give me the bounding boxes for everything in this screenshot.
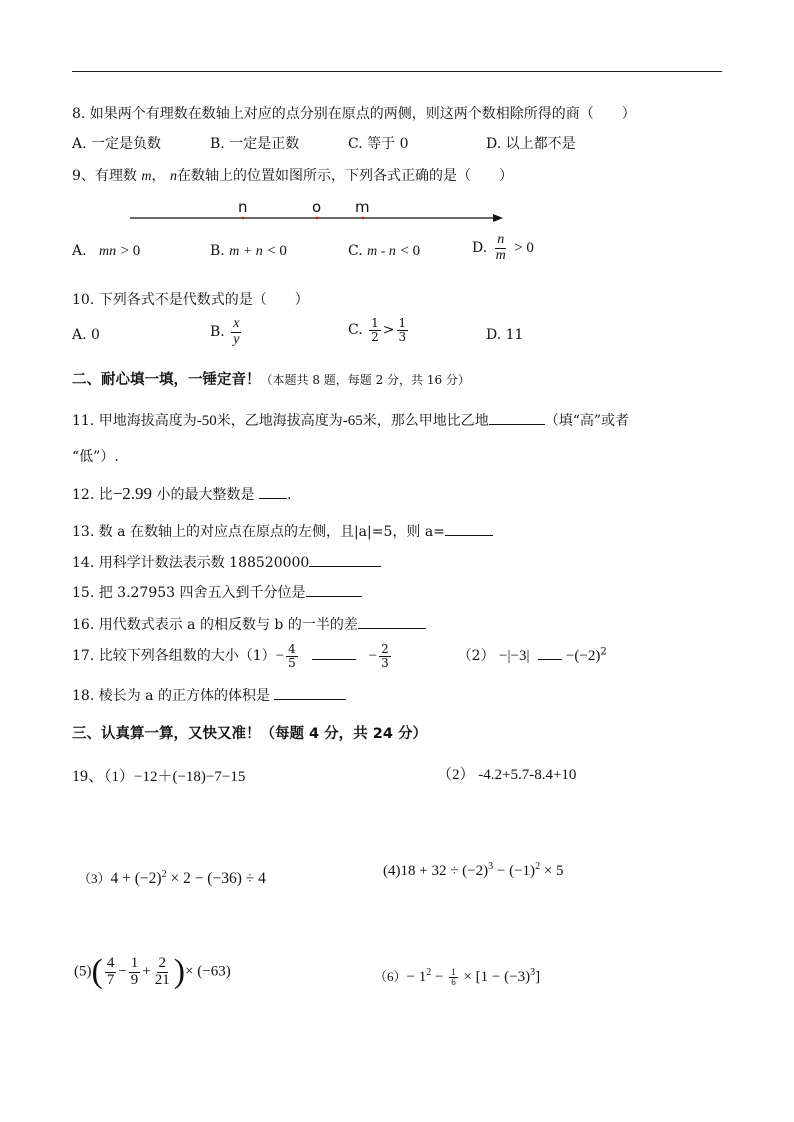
- q8-option-b: B. 一定是正数: [210, 136, 300, 152]
- q17-f2-sign: −: [368, 648, 378, 665]
- q17-answer-blank-1[interactable]: [312, 645, 356, 660]
- q10-opt-c-frac2: [397, 317, 409, 343]
- q9-opt-a-rel: > 0: [120, 243, 141, 259]
- q19-p5-frac3: [153, 956, 172, 989]
- section2-note: （本题共 8 题，每题 2 分，共 16 分）: [260, 373, 470, 387]
- q19-part2: （2） -4.2+5.7-8.4+10: [437, 767, 577, 783]
- q19-p5-d1: 7: [106, 971, 115, 988]
- section3-note: （每题 4 分，共 24 分）: [260, 726, 427, 742]
- q19-p5-op1: −: [118, 963, 127, 980]
- q19-p4-exp2: 2: [535, 861, 541, 872]
- q10-option-a: A. 0: [72, 327, 100, 343]
- q15-text: 15. 把 3.27953 四舍五入到千分位是: [72, 585, 306, 601]
- q16: [72, 614, 426, 634]
- q9-stem: [72, 165, 513, 185]
- q10-opt-c-den1: 2: [371, 329, 379, 344]
- q9-opt-c-label: C.: [348, 243, 363, 259]
- q19-p5-n2: 1: [130, 954, 139, 971]
- q10-opt-b-num: x: [233, 316, 240, 331]
- q9-stem-suffix: 在数轴上的位置如图所示，下列各式正确的是（ ）: [176, 168, 513, 184]
- q17-fraction-2: [379, 643, 391, 669]
- q11-line1: [72, 410, 629, 430]
- q17-f2-num: 2: [381, 642, 389, 656]
- q9-opt-d-num: n: [497, 232, 505, 247]
- q17-f1-num: 4: [288, 642, 296, 656]
- q17-text: 17. 比较下列各组数的大小（1）: [72, 648, 276, 665]
- q10-opt-c-num1: 1: [371, 316, 379, 330]
- point-n: [242, 217, 245, 220]
- q13-text: 13. 数 a 在数轴上的对应点在原点的左侧，且|a|=5，则 a=: [72, 524, 445, 540]
- header-rule: [72, 71, 722, 72]
- q10-opt-b-den: y: [233, 331, 240, 347]
- section2-title: 二、耐心填一填，一锤定音！: [72, 372, 261, 388]
- q19-p5-lparen: (: [91, 953, 103, 990]
- q12-text-b: 小的最大整数是: [156, 487, 255, 503]
- q19-part4: [383, 861, 564, 880]
- q9-sep: ，: [151, 168, 166, 184]
- q10-opt-c-num2: 1: [398, 316, 407, 330]
- q17-f2-den: 3: [381, 655, 389, 670]
- q16-answer-blank[interactable]: [358, 614, 426, 629]
- q19-p5-n1: 4: [106, 954, 115, 971]
- q19-p5-op2: +: [142, 963, 151, 980]
- q19-p6-exp2: 3: [530, 967, 536, 978]
- axis-label-o: o: [312, 198, 322, 216]
- q19-p6-frac: [449, 968, 458, 988]
- q19-p6-b: −: [431, 969, 448, 985]
- q19-p6-exp1: 2: [426, 967, 432, 978]
- q10-option-c: [348, 317, 410, 343]
- point-m: [362, 217, 365, 220]
- q10-opt-b-fraction: [231, 317, 241, 347]
- q19-p3-b: × 2 − (−36) ÷ 4: [166, 870, 266, 887]
- q19-p5-frac1: [105, 956, 117, 989]
- q17-exp2: 2: [600, 646, 607, 658]
- q19-p4-b: − (−1): [493, 863, 536, 879]
- q19-p5-rparen: ): [173, 953, 186, 990]
- q17-fraction-1: [286, 643, 298, 669]
- q17-expr2b: −(−2): [565, 648, 601, 665]
- q13-answer-blank[interactable]: [445, 521, 493, 536]
- q10-opt-c-rel: >: [382, 322, 395, 339]
- axis-arrow-icon: [493, 214, 503, 222]
- q19-p5-n3: 2: [158, 954, 167, 971]
- q11-text-d: （填“高”或者: [544, 413, 630, 429]
- q19-part6: [374, 966, 540, 988]
- q15-answer-blank[interactable]: [306, 582, 362, 597]
- q14-text: 14. 用科学计数法表示数 188520000: [72, 555, 310, 571]
- q16-text: 16. 用代数式表示 a 的相反数与 b 的一半的差: [72, 617, 358, 633]
- q9-opt-c-expr: m - n: [367, 244, 396, 259]
- q10-opt-c-den2: 3: [398, 329, 407, 344]
- q11-text-c: 米，那么甲地比乙地: [362, 413, 489, 429]
- q11-text-a: 11. 甲地海拔高度为: [72, 413, 197, 429]
- q19-p6-num: 1: [451, 966, 456, 977]
- q10-stem: 10. 下列各式不是代数式的是（ ）: [72, 292, 309, 308]
- q19-p5-d2: 9: [130, 971, 139, 988]
- q19-p4-exp1: 3: [488, 861, 494, 872]
- q17: [72, 643, 607, 669]
- q19-p1: （1）−12＋(−18)−7−15: [104, 769, 246, 785]
- q17-expr2a: −|−3|: [499, 648, 530, 665]
- q9-opt-a-expr: mn: [99, 244, 117, 259]
- q11-text-b: 米，乙地海拔高度为: [216, 413, 343, 429]
- q19-p3-label: （3）: [78, 871, 111, 886]
- q9-option-b: [210, 243, 287, 260]
- q19-label: 19、: [72, 768, 105, 785]
- q17-answer-blank-2[interactable]: [538, 645, 562, 660]
- q11-val2: -65: [342, 413, 363, 429]
- point-o: [316, 217, 319, 220]
- section3-title: 三、认真算一算，又快又准！: [72, 726, 261, 742]
- q9-opt-a-label: A.: [72, 243, 87, 259]
- q18: [72, 685, 346, 705]
- q19-p5-d3: 21: [154, 971, 170, 988]
- q9-var-m: m: [141, 169, 152, 184]
- q9-opt-d-label: D.: [472, 240, 488, 257]
- q9-opt-b-expr: m + n: [229, 244, 263, 259]
- q19-p6-a: − 1: [406, 969, 427, 985]
- q19-part3: [78, 868, 266, 888]
- q19-part5: [74, 955, 231, 989]
- q9-option-d: [472, 233, 534, 263]
- axis-label-n: n: [238, 198, 248, 216]
- q9-opt-b-label: B.: [210, 243, 225, 259]
- q19-p6-d: ]: [535, 969, 541, 985]
- q12-val: −2.99: [112, 484, 153, 503]
- q8-option-a: A. 一定是负数: [72, 136, 162, 152]
- q9-opt-b-rel: < 0: [267, 243, 287, 259]
- q15: [72, 582, 362, 602]
- q19-part1: [72, 763, 245, 786]
- axis-label-m: m: [355, 198, 370, 216]
- q19-p5-label: (5): [74, 963, 92, 980]
- q18-answer-blank[interactable]: [274, 685, 346, 700]
- q14: [72, 552, 381, 572]
- q12-answer-blank[interactable]: [259, 484, 287, 499]
- q10-opt-c-label: C.: [348, 322, 363, 339]
- q17-f1-den: 5: [288, 655, 296, 670]
- q13: [72, 521, 493, 541]
- q8-stem: 8. 如果两个有理数在数轴上对应的点分别在原点的两侧，则这两个数相除所得的商（ ）: [72, 106, 636, 122]
- q11-val1: -50: [196, 413, 217, 429]
- q10-opt-b-label: B.: [210, 324, 225, 341]
- q10-opt-c-frac1: [369, 317, 381, 343]
- q12: [72, 484, 291, 504]
- q10-option-d: D. 11: [486, 327, 524, 343]
- section3-heading: [72, 722, 427, 743]
- q17-f1-sign: −: [275, 648, 285, 665]
- q9-stem-prefix: 9、有理数: [72, 168, 137, 184]
- q19-p3-a: 4 + (−2): [110, 870, 162, 887]
- q9-opt-d-den: m: [495, 247, 506, 263]
- q12-text-c: .: [286, 487, 292, 503]
- q19-p5-tail: × (−63): [185, 963, 231, 980]
- q8-option-d: D. 以上都不是: [486, 136, 576, 152]
- q9-var-n: n: [169, 169, 177, 184]
- q19-p6-den: 6: [451, 977, 456, 988]
- q9-opt-d-fraction: [494, 233, 508, 263]
- q19-p5-frac2: [129, 956, 141, 989]
- q8-option-c: C. 等于 0: [348, 136, 409, 152]
- q19-p6-c: × [1 − (−3): [459, 969, 531, 985]
- q9-opt-d-rel: > 0: [514, 240, 534, 257]
- q19-p6-label: （6）: [374, 969, 407, 984]
- section2-heading: [72, 368, 470, 389]
- q11-line2: “低”）.: [72, 449, 119, 465]
- q19-p3-exp: 2: [161, 868, 167, 880]
- q10-option-b: [210, 317, 243, 347]
- q11-answer-blank[interactable]: [489, 410, 545, 425]
- q19-p4-a: (4)18 + 32 ÷ (−2): [383, 863, 489, 879]
- q19-p4-c: × 5: [540, 863, 564, 879]
- q9-option-c: [348, 243, 420, 260]
- q18-text: 18. 棱长为 a 的正方体的体积是: [72, 688, 270, 704]
- q14-answer-blank[interactable]: [309, 552, 381, 567]
- q17-part2-label: （2）: [457, 648, 495, 665]
- q9-option-a: [72, 243, 140, 260]
- q9-opt-c-rel: < 0: [400, 243, 421, 259]
- q12-text-a: 12. 比: [72, 487, 113, 503]
